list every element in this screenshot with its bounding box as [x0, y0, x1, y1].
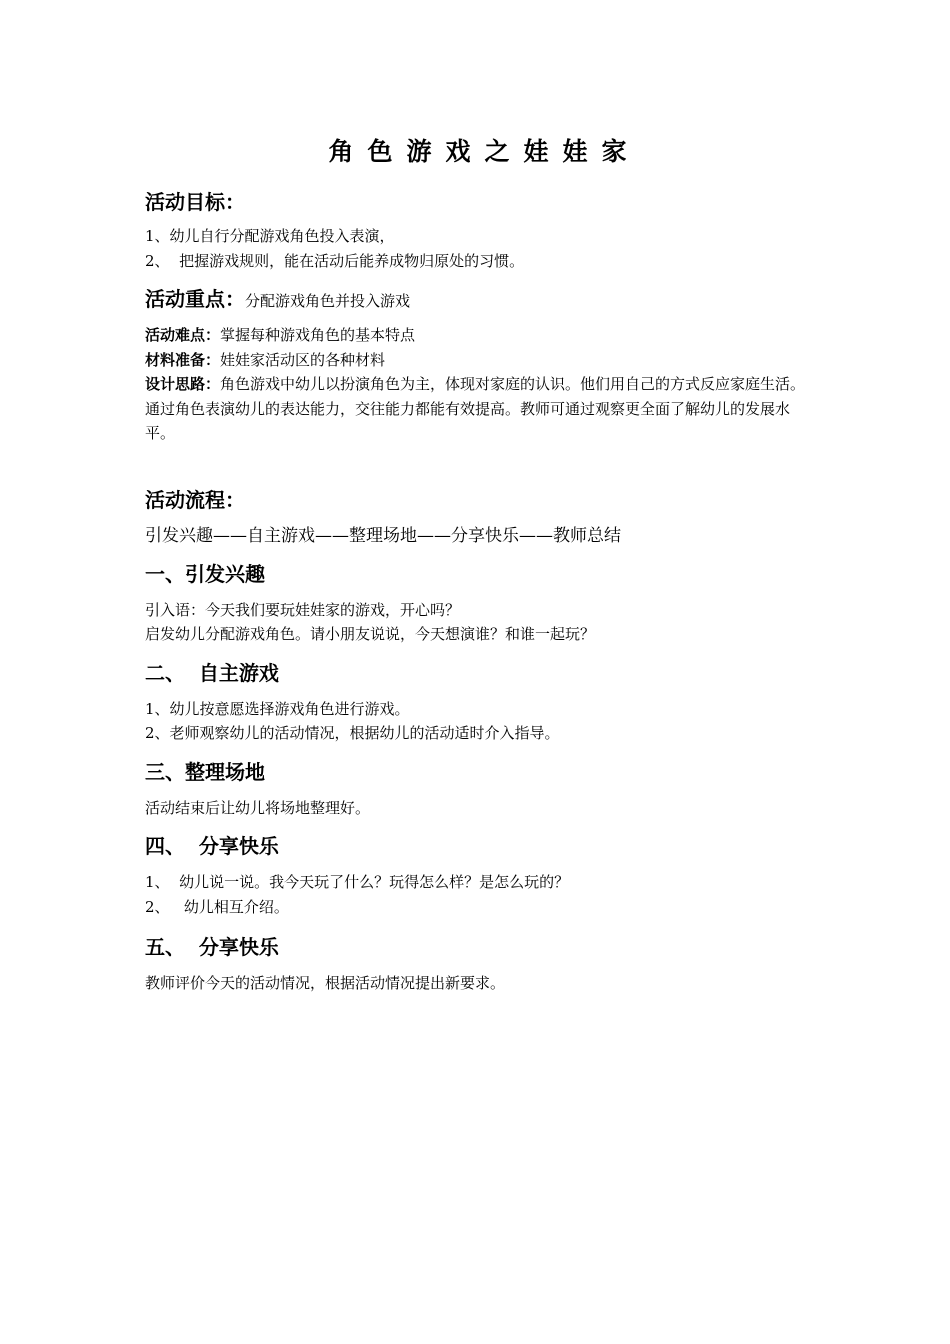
document-title: 角色游戏之娃娃家 [328, 137, 641, 166]
materials-label: 材料准备： [145, 350, 221, 369]
section-1-line-1: 引入语：今天我们要玩娃娃家的游戏，开心吗？ [145, 600, 461, 619]
design-label: 设计思路： [145, 375, 221, 393]
materials-text: 娃娃家活动区的各种材料 [220, 350, 386, 369]
key-point-label: 活动重点： [145, 287, 245, 311]
section-2-heading: 二、 自主游戏 [145, 660, 279, 685]
section-3-heading: 三、整理场地 [145, 759, 265, 784]
key-point-text: 分配游戏角色并投入游戏 [245, 292, 411, 310]
objective-item-1: 1、幼儿自行分配游戏角色投入表演， [145, 227, 395, 245]
section-4-heading: 四、 分享快乐 [145, 834, 279, 858]
key-point-line [145, 285, 810, 315]
section-5-line-1: 教师评价今天的活动情况，根据活动情况提出新要求。 [145, 974, 506, 992]
section-1-heading: 一、引发兴趣 [145, 561, 265, 586]
section-4-line-1: 1、 幼儿说一说。我今天玩了什么？玩得怎么样？是怎么玩的？ [145, 873, 570, 891]
difficulty-text: 掌握每种游戏角色的基本特点 [220, 326, 416, 344]
section-3-line-1: 活动结束后让幼儿将场地整理好。 [145, 798, 371, 817]
section-2-line-1: 1、幼儿按意愿选择游戏角色进行游戏。 [145, 699, 410, 718]
process-flow: 引发兴趣——自主游戏——整理场地——分享快乐——教师总结 [145, 525, 621, 546]
materials-line [145, 348, 810, 373]
section-4-line-2: 2、 幼儿相互介绍。 [145, 897, 289, 916]
document-content [145, 132, 810, 996]
objective-item-2: 2、 把握游戏规则，能在活动后能养成物归原处的习惯。 [145, 251, 525, 270]
section-5-heading: 五、 分享快乐 [145, 935, 279, 959]
section-2-line-2: 2、老师观察幼儿的活动情况，根据幼儿的活动适时介入指导。 [145, 724, 560, 742]
process-heading: 活动流程： [145, 487, 245, 512]
section-1-line-2: 启发幼儿分配游戏角色。请小朋友说说，今天想演谁？和谁一起玩？ [145, 625, 596, 643]
difficulty-label: 活动难点： [145, 326, 221, 344]
difficulty-line [145, 323, 810, 348]
design-text: 角色游戏中幼儿以扮演角色为主，体现对家庭的认识。他们用自己的方式反应家庭生活。通过角色表演幼儿的表达能力，交往能力都能有效提高。教师可通过观察更全面了解幼儿的发展水平。 [145, 375, 806, 442]
objectives-heading: 活动目标： [145, 190, 245, 214]
design-paragraph [145, 372, 810, 446]
